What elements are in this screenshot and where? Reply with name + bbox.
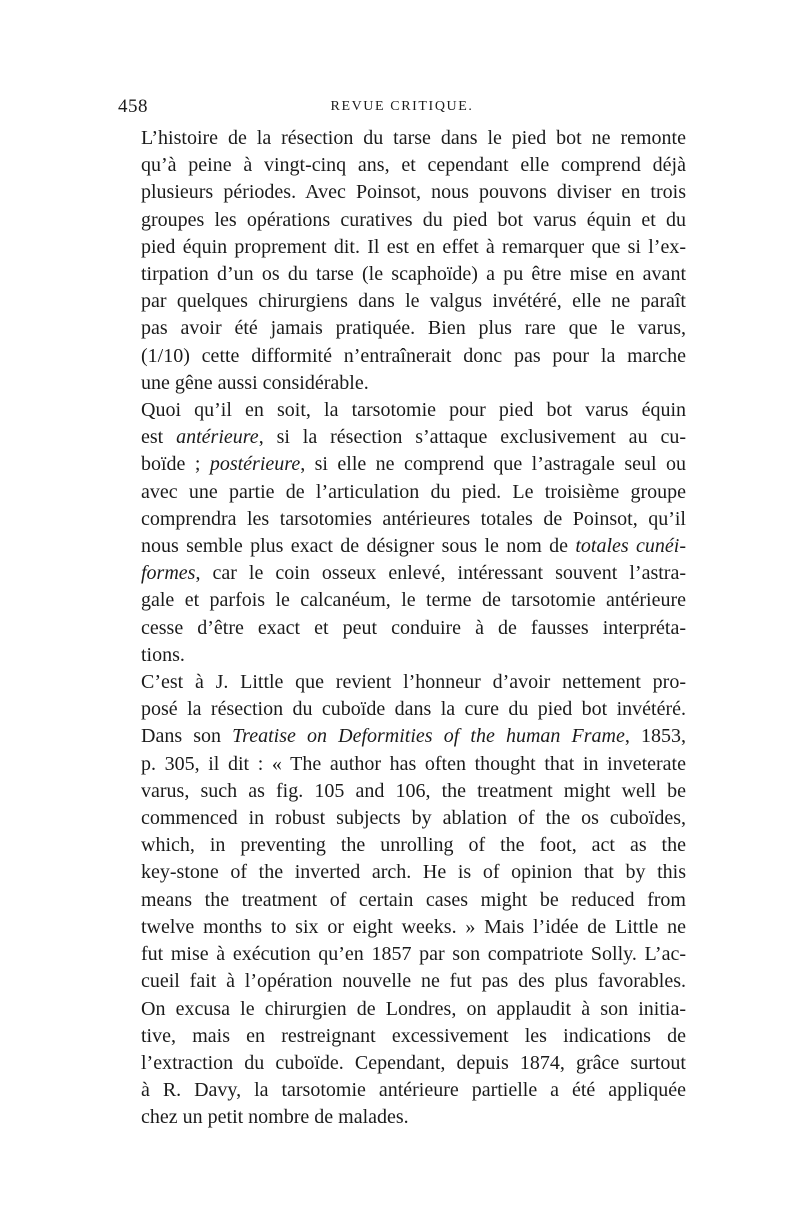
italic-text: postérieure — [209, 453, 301, 476]
page-number: 458 — [118, 96, 148, 117]
text-segment: varus, such as fig. 105 and 106, the treatment might well be — [141, 779, 686, 802]
italic-text: Treatise on Deformities of the human Frame — [232, 725, 625, 748]
text-line — [118, 1077, 686, 1104]
text-segment: cueil fait à l’opération nouvelle ne fut pas des plus favorables. — [141, 970, 686, 993]
text-line — [118, 479, 686, 506]
italic-text: formes — [141, 562, 196, 585]
text-line — [118, 288, 686, 315]
text-segment: posé la résection du cuboïde dans la cure du pied bot invétéré. — [141, 698, 686, 721]
text-segment: par quelques chirurgiens dans le valgus invétéré, elle ne paraît — [141, 290, 686, 313]
text-line — [118, 397, 686, 424]
text-line — [118, 533, 686, 560]
text-segment: gale et parfois le calcanéum, le terme de tarsotomie antérieure — [141, 589, 686, 612]
italic-text: totales cunéi- — [575, 535, 686, 558]
text-line — [118, 179, 686, 206]
text-segment: (1/10) cette difformité n’entraînerait donc pas pour la marche — [141, 344, 686, 367]
text-line — [118, 587, 686, 614]
text-line — [118, 152, 686, 179]
text-segment: L’histoire de la résection du tarse dans le pied bot ne remonte — [141, 127, 686, 149]
text-segment: tions. — [141, 643, 185, 666]
text-line — [118, 996, 686, 1023]
text-line — [118, 125, 686, 152]
text-segment: pas avoir été jamais pratiquée. Bien plus rare que le varus, — [141, 317, 686, 340]
text-segment: p. 305, il dit : « The author has often thought that in inveterate — [141, 752, 686, 775]
text-segment: comprendra les tarsotomies antérieures totales de Poinsot, qu’il — [141, 507, 686, 530]
paragraph — [118, 669, 686, 1131]
text-line — [118, 805, 686, 832]
text-segment: plusieurs périodes. Avec Poinsot, nous pouvons diviser en trois — [141, 181, 686, 204]
text-segment: tive, mais en restreignant excessivement les indications de — [141, 1024, 686, 1047]
text-line — [118, 832, 686, 859]
text-line — [118, 778, 686, 805]
text-line — [118, 1104, 686, 1131]
text-segment: une gêne aussi considérable. — [141, 371, 369, 394]
text-segment: chez un petit nombre de malades. — [141, 1106, 409, 1129]
text-segment: Quoi qu’il en soit, la tarsotomie pour pied bot varus équin — [141, 399, 686, 422]
text-line — [118, 887, 686, 914]
text-segment: tirpation d’un os du tarse (le scaphoïde) a pu être mise en avant — [141, 263, 686, 286]
text-line — [118, 914, 686, 941]
text-segment: cesse d’être exact et peut conduire à de fausses interpréta- — [141, 616, 686, 639]
text-line — [118, 560, 686, 587]
text-segment: groupes les opérations curatives du pied bot varus équin et du — [141, 208, 686, 231]
text-segment: twelve months to six or eight weeks. » Mais l’idée de Little ne — [141, 915, 686, 938]
text-segment: , si la résection s’attaque exclusivement au cu- — [258, 426, 686, 449]
text-line — [118, 615, 686, 642]
text-line — [118, 207, 686, 234]
running-head — [118, 96, 686, 118]
text-segment: l’extraction du cuboïde. Cependant, depuis 1874, grâce surtout — [141, 1051, 686, 1074]
text-segment: fut mise à exécution qu’en 1857 par son compatriote Solly. L’ac- — [141, 943, 686, 966]
text-segment: avec une partie de l’articulation du pied. Le troisième groupe — [141, 480, 686, 503]
text-line — [118, 1023, 686, 1050]
text-line — [118, 424, 686, 451]
text-line — [118, 370, 686, 397]
text-segment: commenced in robust subjects by ablation of the os cuboïdes, — [141, 807, 686, 830]
text-segment: Dans son — [141, 725, 233, 748]
text-line — [118, 506, 686, 533]
text-line — [118, 696, 686, 723]
text-segment: C’est à J. Little que revient l’honneur d’avoir nettement pro- — [141, 671, 686, 694]
text-line — [118, 315, 686, 342]
text-segment: , car le coin osseux enlevé, intéressant souvent l’astra- — [195, 562, 686, 585]
text-segment: à R. Davy, la tarsotomie antérieure partielle a été appliquée — [141, 1079, 686, 1102]
text-segment: key-stone of the inverted arch. He is of opinion that by this — [141, 861, 686, 884]
text-segment: On excusa le chirurgien de Londres, on applaudit à son initia- — [141, 997, 686, 1020]
paragraph — [118, 397, 686, 669]
text-line — [118, 751, 686, 778]
text-line — [118, 669, 686, 696]
text-line — [118, 968, 686, 995]
text-line — [118, 723, 686, 750]
text-line — [118, 451, 686, 478]
text-segment: , si elle ne comprend que l’astragale seul ou — [300, 453, 686, 476]
text-segment: means the treatment of certain cases might be reduced from — [141, 888, 686, 911]
text-line — [118, 261, 686, 288]
text-line — [118, 1050, 686, 1077]
journal-title: REVUE CRITIQUE. — [330, 99, 474, 114]
body-text — [118, 125, 686, 1132]
text-segment: pied équin proprement dit. Il est en effet à remarquer que si l’ex- — [141, 235, 686, 258]
italic-text: antérieure — [176, 426, 259, 449]
text-line — [118, 234, 686, 261]
text-segment: est — [141, 426, 177, 449]
text-segment: qu’à peine à vingt-cinq ans, et cependant elle comprend déjà — [141, 154, 686, 177]
text-line — [118, 642, 686, 669]
text-line — [118, 343, 686, 370]
text-line — [118, 941, 686, 968]
text-segment: nous semble plus exact de désigner sous le nom de — [141, 535, 576, 558]
paragraph — [118, 125, 686, 397]
text-line — [118, 859, 686, 886]
text-segment: , 1853, — [624, 725, 686, 748]
text-segment: boïde ; — [141, 453, 210, 476]
text-segment: which, in preventing the unrolling of the foot, act as the — [141, 834, 686, 857]
